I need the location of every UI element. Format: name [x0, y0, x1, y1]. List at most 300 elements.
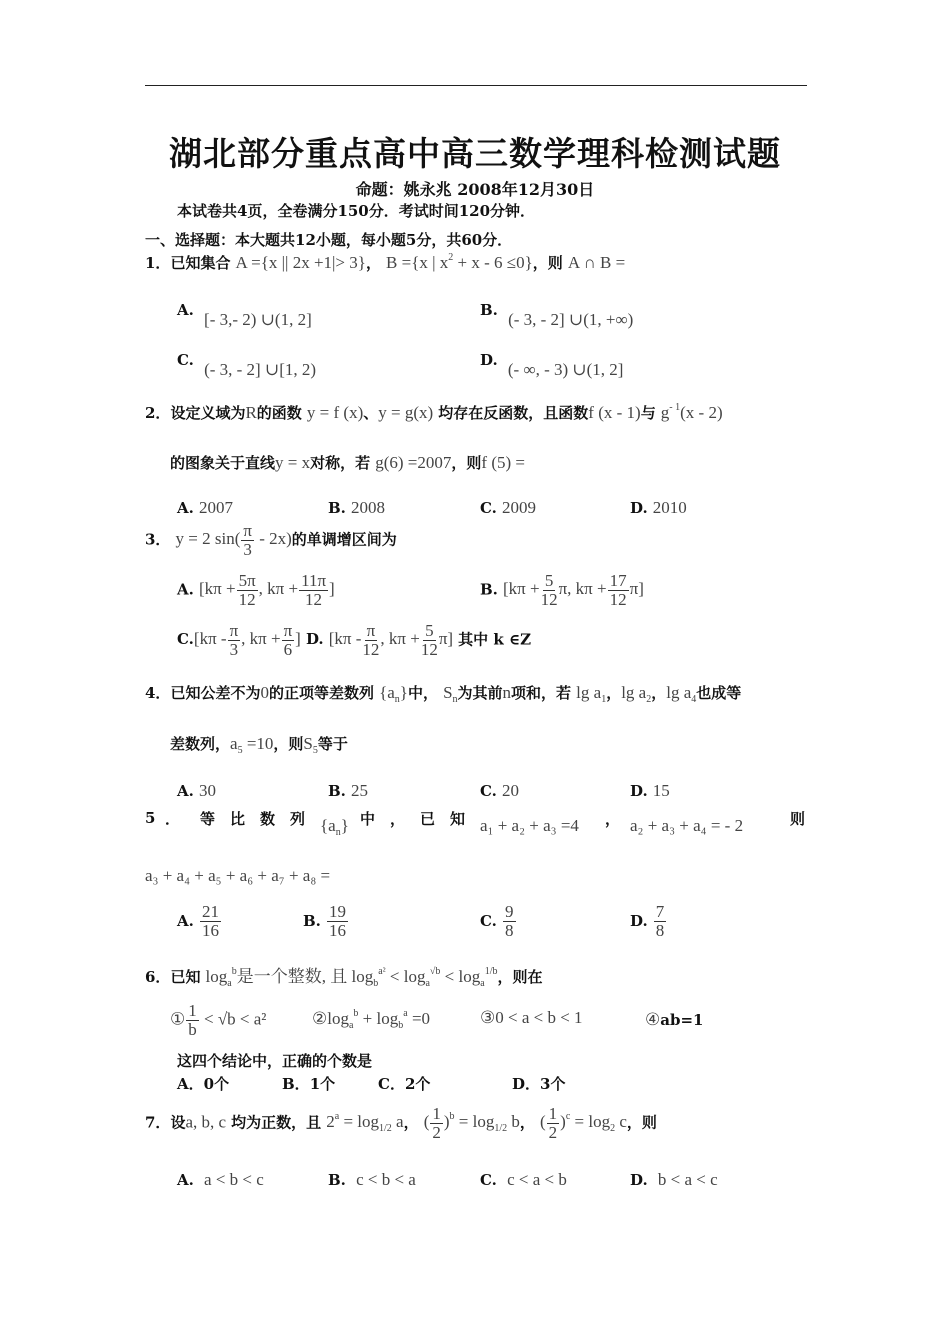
q5-ze: 则: [790, 810, 806, 828]
q4-lg1: lg a: [576, 683, 602, 702]
q7-e2_end: b: [507, 1112, 520, 1132]
math-fragment: [430, 1105, 443, 1142]
q4-option-b[interactable]: [328, 781, 368, 801]
q3-B-n2: 17: [609, 571, 627, 590]
q7-e2_n: 1: [432, 1104, 441, 1123]
q1-option-a[interactable]: [177, 300, 312, 329]
q1-option-c[interactable]: [177, 350, 317, 379]
q6-e2_sub: b: [373, 978, 379, 989]
q7-num: 7．: [145, 1113, 171, 1132]
math-fragment: ，: [519, 1113, 535, 1132]
q2-options-1-value: 2008: [351, 498, 385, 517]
q6-t2: 是一个整数, 且 log: [236, 967, 374, 986]
q3-A-n2: 11π: [301, 571, 327, 590]
q4-t4: 为其前: [457, 684, 503, 702]
q4-t3: 中，: [407, 684, 438, 702]
q6-expr1_sub: a: [227, 978, 232, 989]
question-3: [145, 522, 397, 559]
q3-B-n1: 5: [544, 571, 554, 590]
q3-number: 3．: [145, 530, 171, 549]
q6-options-3-value: 3个: [540, 1075, 566, 1093]
q6-conclusion-2: [312, 1008, 430, 1031]
question-2: [145, 402, 723, 423]
q6-c1_num: 1: [188, 1001, 197, 1020]
q2-f2: y = g(x): [378, 403, 434, 422]
q7-e3_sup: c: [565, 1111, 571, 1123]
q5-eq1: a₁ + a₂ + a₃ =4: [480, 816, 579, 835]
q5-options-0-num: 21: [201, 902, 219, 921]
q7-t2: 均为正数，且: [231, 1113, 322, 1132]
q6-c2_mid: + log: [358, 1009, 399, 1028]
q2-f3: f (x - 1): [588, 403, 641, 422]
q7-e2_mid: = log: [454, 1112, 495, 1132]
q6-option-c[interactable]: [378, 1073, 430, 1094]
q6-option-a[interactable]: [177, 1073, 229, 1094]
question-5: [145, 808, 806, 838]
q4-num: 4．: [145, 684, 171, 702]
q7-e2_sub_d: 2: [502, 1123, 508, 1135]
math-fragment: [421, 622, 438, 659]
q4-lg4: lg a: [666, 683, 692, 702]
q5-option-a[interactable]: [177, 903, 222, 940]
q3-B-p3: π]: [629, 579, 644, 599]
q5-w4: 列: [290, 810, 306, 828]
math-fragment: [443, 683, 458, 705]
q5-options-1-num: 19: [329, 902, 346, 921]
q4-option-c[interactable]: [480, 781, 519, 801]
q7-vars: a, b, c: [185, 1112, 227, 1132]
q6-options-0-label: A．: [177, 1075, 204, 1093]
math-fragment: ，: [651, 684, 667, 702]
q1-option-d[interactable]: [480, 350, 624, 379]
q7-e3_d: 2: [548, 1122, 558, 1142]
q3-f_pre: y = 2 sin(: [175, 529, 241, 549]
q6-c2_sup: b: [353, 1008, 359, 1019]
q3-A-p1: [kπ +: [198, 579, 236, 599]
q5-num: 5: [145, 809, 156, 827]
q7-options-2-label: C.: [480, 1171, 497, 1189]
math-fragment: 1/b: [484, 966, 498, 977]
q6-c2: ②log: [312, 1009, 349, 1028]
question-7: [145, 1105, 657, 1142]
math-fragment: [379, 683, 408, 705]
q4-seq: {a: [379, 683, 395, 702]
q5-option-b[interactable]: [303, 903, 349, 940]
q4-lg2_sub: 2: [646, 694, 652, 705]
q4-t2: 的正项等差数列: [268, 684, 374, 702]
q4-options-2-label: C.: [480, 782, 497, 800]
q2-option-b[interactable]: [328, 498, 385, 518]
q4-options-3-value: 15: [652, 781, 670, 800]
math-fragment: [228, 622, 241, 659]
q2-options-0-label: A.: [177, 499, 194, 517]
header-rule: [145, 85, 807, 86]
q6-expr1_sup: b: [231, 966, 237, 977]
question-1: [145, 252, 625, 273]
q5-w2: 比: [230, 810, 246, 828]
q2-t7: ，则: [451, 454, 482, 472]
q2-line: y = x: [275, 453, 311, 472]
math-fragment: [621, 683, 652, 705]
q3-B-p1: [kπ +: [503, 579, 540, 599]
q4-option-a[interactable]: [177, 781, 216, 801]
q3-C-d1: 3: [229, 639, 239, 659]
q7-e2_d: 2: [432, 1122, 441, 1142]
math-fragment: [503, 571, 644, 609]
math-fragment: [362, 622, 379, 659]
math-fragment: [608, 572, 629, 609]
q3-C-p1: [kπ -: [193, 629, 227, 649]
q3-D-label: D.: [305, 630, 324, 649]
q2-t6: 对称，若: [310, 454, 371, 472]
q3-option-cd: [177, 622, 531, 659]
math-fragment: [230, 734, 274, 756]
q3-B-p2: π, kπ +: [558, 579, 607, 599]
q2-number: 2．: [145, 404, 171, 422]
q3-A-label: A.: [177, 580, 194, 599]
q6-c2_end: =0: [407, 1009, 431, 1028]
q6-option-b[interactable]: [282, 1073, 335, 1094]
author-line: 命题：姚永兆 2008年12月30日: [355, 180, 595, 199]
q6-options-1-value: 1个: [309, 1075, 336, 1093]
q3-B-label: B.: [480, 580, 498, 599]
math-fragment: ( $\frac{1}{2}$ )$^b = \log_{1/2} b$: [423, 1104, 520, 1142]
q2-f1: y = f (x): [306, 403, 364, 422]
q5-w1: 等: [200, 810, 216, 828]
q4-n: n: [502, 683, 512, 702]
q5-options-3-num: 7: [655, 902, 665, 921]
q2-options-2-value: 2009: [502, 498, 536, 517]
q3-option-d[interactable]: [305, 621, 454, 659]
q7-t1: 设: [170, 1113, 186, 1132]
question-6: [145, 962, 542, 989]
q3-D-p2: , kπ +: [380, 629, 420, 649]
q7-options-1-value: c < b < a: [356, 1170, 416, 1189]
q2-option-a[interactable]: [177, 498, 233, 518]
q1-options-2-value: (- 3, - 2] ∪[1, 2): [204, 360, 317, 379]
q1-setB_pre: B ={x | x: [386, 253, 449, 272]
q3-D-p3: π]: [438, 629, 454, 649]
q4-S_sub: n: [452, 694, 458, 705]
q7-comma: ，: [403, 1113, 419, 1132]
q5-seq: {a: [320, 816, 336, 835]
q7-option-d[interactable]: [630, 1170, 718, 1190]
q3-f_num: π: [243, 521, 252, 540]
q6-num: 6．: [145, 968, 171, 986]
q4-options-0-label: A.: [177, 782, 194, 800]
q4-lg4_sub: 4: [691, 694, 697, 705]
q6-e4_sup_d: b: [492, 966, 498, 977]
q2-t2: 的函数: [256, 404, 302, 422]
q4-lg2: lg a: [621, 683, 647, 702]
q1-setB_post: + x - 6 ≤0}: [453, 253, 533, 272]
q6-options-1-label: B．: [282, 1075, 310, 1093]
q3-D-n1: π: [366, 621, 376, 640]
q1-options-3-value: (- ∞, - 3) ∪(1, 2]: [507, 360, 624, 379]
q7-t3: ，则: [626, 1113, 657, 1132]
q1-options-3-label: D.: [480, 351, 498, 369]
q6-lt1: < log: [385, 967, 426, 986]
q2-cond: g(6) =2007: [375, 453, 452, 472]
question-4: [145, 682, 741, 705]
q3-A-n1: 5π: [238, 571, 256, 590]
q1-number: 1．: [145, 254, 171, 272]
page-title: 湖北部分重点高中高三数学理科检测试题: [169, 134, 781, 173]
q2-t1: 设定义域为: [170, 404, 246, 422]
math-fragment: [186, 1002, 199, 1039]
q3-B-d2: 12: [609, 589, 627, 609]
q4-zero: 0: [260, 683, 269, 702]
q4-S: S: [443, 683, 453, 702]
q1-setB_exp: 2: [448, 252, 454, 263]
q7-e1_sub_n: 1: [379, 1123, 385, 1135]
q4-S5_sub: 5: [312, 745, 318, 756]
q2-g_post: (x - 2): [680, 403, 723, 422]
q7-e1_end: a: [391, 1112, 404, 1132]
q3-option-b[interactable]: [480, 572, 644, 609]
q6-lt2: < log: [440, 967, 481, 986]
math-fragment: [205, 966, 498, 989]
q6-e3_sup: √b: [429, 966, 441, 977]
intro-text: 本试卷共4页，全卷满分150分．考试时间120分钟．: [177, 202, 536, 220]
q7-options-3-label: D.: [630, 1171, 648, 1189]
q5-dot: ．: [165, 810, 181, 828]
q6-expr1: log: [205, 967, 228, 986]
q6-ask: 这四个结论中，正确的个数是: [177, 1052, 373, 1070]
q2-options-3-label: D.: [630, 499, 648, 517]
q6-c2_sup2: a: [403, 1008, 408, 1019]
q6-c1_mark: ①: [170, 1009, 186, 1029]
q1-options-2-label: C.: [177, 351, 194, 369]
q6-t3: ，则在: [497, 968, 543, 986]
q2-g_exp: - 1: [669, 402, 681, 413]
q5-zhong: 中: [360, 810, 376, 828]
q7-option-b[interactable]: [328, 1170, 416, 1190]
q1-options-1-value: (- 3, - 2] ∪(1, +∞): [508, 310, 634, 329]
q2-R: R: [245, 403, 257, 422]
math-fragment: [282, 622, 295, 659]
q4-option-d[interactable]: [630, 781, 670, 801]
q3-A-p3: ]: [329, 579, 335, 599]
q3-D-d1: 12: [362, 639, 380, 659]
q7-options-0-value: a < b < c: [204, 1170, 264, 1189]
q7-e3_n: 1: [548, 1104, 558, 1123]
q2-t4: 与: [640, 404, 656, 422]
q7-e1_sub_d: 2: [386, 1123, 392, 1135]
q1-text: 已知集合: [170, 254, 231, 272]
q4-t1: 已知公差不为: [170, 684, 261, 702]
q4-lg1_sub: 1: [601, 694, 607, 705]
math-fragment: [576, 683, 607, 705]
q1-comma: ，: [365, 254, 381, 272]
q5-options-1-den: 16: [329, 920, 346, 940]
q6-t1: 已知: [170, 968, 201, 986]
q6-options-2-label: C．: [378, 1075, 405, 1093]
q1-options-0-value: [- 3,- 2) ∪(1, 2]: [204, 310, 312, 329]
section-heading: 一、选择题：本大题共12小题，每小题5分，共60分．: [145, 231, 513, 249]
q4-seq_sub: n: [394, 694, 400, 705]
math-fragment: [654, 903, 667, 940]
q7-e3_end: c: [615, 1112, 627, 1132]
math-fragment: [547, 1105, 560, 1142]
q3-f_post: - 2x): [254, 529, 292, 549]
math-fragment: [326, 1111, 404, 1135]
math-fragment: [327, 903, 348, 940]
math-fragment: [193, 621, 301, 659]
q4-t5: 项和，若: [511, 684, 572, 702]
q6-options-3-label: D．: [512, 1075, 541, 1093]
q1-options-0-label: A.: [177, 301, 194, 319]
q6-option-d[interactable]: [512, 1073, 565, 1094]
q7-options-0-label: A.: [177, 1171, 194, 1189]
q4-options-3-label: D.: [630, 782, 648, 800]
math-fragment: ( $\frac{1}{2}$ )$^c = \log_2 c$: [540, 1104, 627, 1142]
q2-ask: f (5) =: [481, 453, 525, 472]
q7-e1_mid: = log: [339, 1112, 380, 1132]
q5-options-1-label: B.: [303, 911, 321, 930]
q3-A-d2: 12: [305, 589, 323, 609]
q4-a5_val: =10: [242, 734, 274, 753]
q2-g_pre: g: [660, 403, 670, 422]
math-fragment: [299, 572, 328, 609]
math-fragment: [200, 903, 221, 940]
q6-conclusion-3: ③0 < a < b < 1: [480, 1008, 583, 1027]
q7-e3_mid: = log: [570, 1112, 611, 1132]
q1-setB: [386, 253, 533, 272]
q5-comma1: ，: [390, 810, 406, 828]
question-4-line2: [170, 733, 348, 756]
q4-options-1-value: 25: [351, 781, 368, 800]
q2-options-1-label: B.: [328, 499, 346, 517]
q7-options-2-value: c < a < b: [507, 1170, 567, 1189]
q7-e1_base: 2: [326, 1112, 335, 1132]
q2-option-d[interactable]: [630, 498, 687, 518]
q3-D-n2: 5: [425, 621, 434, 640]
math-fragment: [320, 816, 349, 838]
q5-eq2: a₂ + a₃ + a₄ = - 2: [630, 816, 744, 835]
q1-then: ，则: [532, 254, 563, 272]
q2-options-0-value: 2007: [198, 498, 233, 517]
q3-D-d2: 12: [420, 639, 438, 659]
q2-t5: 的图象关于直线: [170, 454, 276, 472]
q6-conclusion-4: [645, 1010, 703, 1030]
q1-options-1-label: B.: [480, 301, 498, 319]
q6-c4: ab=1: [660, 1011, 704, 1029]
q4-t8: ，则: [273, 735, 304, 753]
q6-e4_sup_n: 1: [484, 966, 490, 977]
q5-seq_sub: n: [335, 827, 341, 838]
math-fragment: [237, 572, 258, 609]
q6-c4_mark: ④: [645, 1010, 661, 1029]
q5-comma2: ，: [605, 810, 621, 828]
math-fragment: [175, 521, 292, 559]
q2-options-2-label: C.: [480, 499, 497, 517]
math-fragment: [328, 621, 454, 659]
q3-text: 的单调增区间为: [291, 530, 397, 549]
q7-e2_sub_n: 1: [494, 1123, 500, 1135]
q5-options-2-den: 8: [505, 920, 514, 940]
q1-ask: A ∩ B =: [567, 253, 626, 272]
math-fragment: [198, 571, 335, 609]
math-fragment: [241, 522, 254, 559]
q3-D-p1: [kπ -: [328, 629, 362, 649]
q3-f_den: 3: [243, 539, 252, 559]
q5-w6: 知: [450, 810, 466, 828]
q5-options-2-label: C.: [480, 911, 497, 930]
q7-e1_sup: a: [334, 1111, 340, 1123]
q5-option-c[interactable]: [480, 903, 517, 940]
q6-conclusion-1: [170, 1002, 266, 1039]
math-fragment: [666, 683, 697, 705]
q7-option-c[interactable]: [480, 1170, 567, 1190]
q3-A-p2: , kπ +: [258, 579, 299, 599]
q5-options-3-den: 8: [655, 920, 665, 940]
q1-option-b[interactable]: [480, 300, 634, 329]
q5-options-3-label: D.: [630, 911, 648, 930]
q2-options-3-value: 2010: [652, 498, 687, 517]
q3-C-label: C.: [177, 630, 194, 649]
q3-C-n1: π: [229, 621, 239, 640]
q4-t9: 等于: [317, 735, 348, 753]
q5-options-0-den: 16: [201, 920, 219, 940]
q6-options-0-value: 0个: [203, 1075, 230, 1093]
q4-options-1-label: B.: [328, 782, 346, 800]
q6-c1_rest: < √b < a²: [199, 1009, 267, 1029]
q4-a5: a: [230, 734, 238, 753]
q2-sep: 、: [363, 404, 379, 422]
q7-options-1-label: B.: [328, 1171, 346, 1189]
q4-t7: 差数列，: [170, 735, 231, 753]
q7-option-a[interactable]: [177, 1170, 264, 1190]
q3-C-n2: π: [283, 621, 293, 640]
q3-C-d2: 6: [283, 639, 293, 659]
q4-t6: 也成等: [696, 684, 742, 702]
q6-c1_den: b: [188, 1019, 197, 1039]
q3-C-p3: ]: [295, 629, 301, 649]
q5-seq_end: }: [340, 816, 349, 835]
math-fragment: [303, 734, 318, 756]
q3-option-a[interactable]: [177, 572, 335, 609]
q6-e4_sub: a: [480, 978, 485, 989]
q7-e3_sub: 2: [610, 1123, 616, 1135]
q5-option-d[interactable]: [630, 903, 667, 940]
q7-e2_sup: b: [449, 1111, 455, 1123]
q6-c2_sub2: b: [398, 1020, 404, 1031]
question-2-line2: [170, 452, 525, 473]
q3-tail: 其中 k ∈Z: [458, 630, 532, 649]
q7-options-3-value: b < a < c: [657, 1170, 718, 1189]
q4-S5: S: [303, 734, 313, 753]
q5-w3: 数: [260, 810, 276, 828]
q5-options-2-num: 9: [505, 902, 514, 921]
q4-options-2-value: 20: [502, 781, 519, 800]
q3-C-p2: , kπ +: [241, 629, 281, 649]
q6-e2_sup: a²: [378, 966, 386, 977]
q5-options-0-label: A.: [177, 911, 194, 930]
math-fragment: ，: [606, 684, 622, 702]
q6-e3_sub: a: [425, 978, 430, 989]
q3-option-c[interactable]: [177, 621, 301, 659]
q2-option-c[interactable]: [480, 498, 536, 518]
math-fragment: 1/2: [494, 1123, 508, 1135]
q6-c2_sub: a: [348, 1020, 354, 1031]
q2-t3: 均存在反函数，且函数: [438, 404, 589, 422]
q1-setA: A ={x || 2x +1|> 3}: [235, 253, 366, 272]
q3-A-d1: 12: [238, 589, 256, 609]
q4-a5_sub: 5: [237, 745, 243, 756]
q3-B-d1: 12: [540, 589, 558, 609]
math-fragment: [503, 903, 516, 940]
